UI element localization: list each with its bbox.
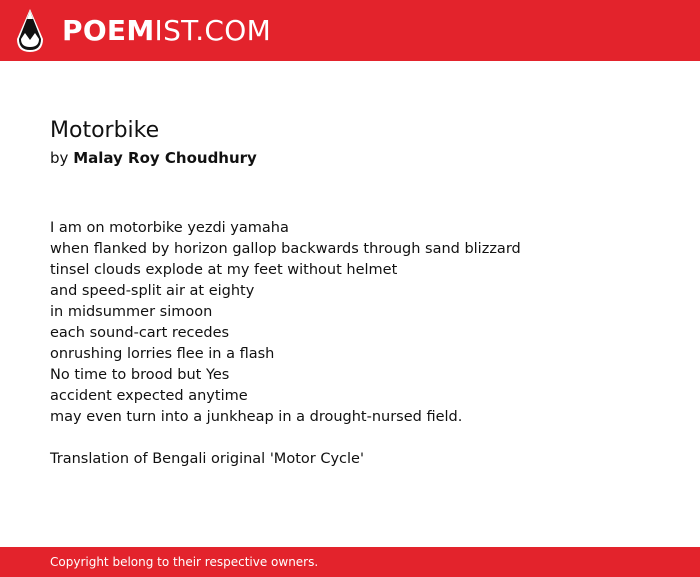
poem-line: when flanked by horizon gallop backwards through sand blizzard xyxy=(50,241,521,257)
poem-byline xyxy=(50,147,670,169)
site-footer xyxy=(0,547,700,577)
translation-note: Translation of Bengali original 'Motor Cycle' xyxy=(50,451,364,467)
poem-line: I am on motorbike yezdi yamaha xyxy=(50,220,289,236)
byline-prefix: by xyxy=(50,149,69,167)
poem-line: may even turn into a junkheap in a drought-nursed field. xyxy=(50,409,463,425)
poem-line: tinsel clouds explode at my feet without helmet xyxy=(50,262,398,278)
author-name[interactable]: Malay Roy Choudhury xyxy=(73,149,257,167)
poem-header xyxy=(50,116,670,169)
poem-line: and speed-split air at eighty xyxy=(50,283,255,299)
poem-line: No time to brood but Yes xyxy=(50,367,230,383)
poem-line: each sound-cart recedes xyxy=(50,325,230,341)
pen-nib-icon xyxy=(16,9,44,53)
poem-line: onrushing lorries flee in a flash xyxy=(50,346,275,362)
poem-line: accident expected anytime xyxy=(50,388,248,404)
poem-title: Motorbike xyxy=(50,118,160,143)
poem-line: in midsummer simoon xyxy=(50,304,213,320)
site-header xyxy=(0,0,700,61)
poem-body xyxy=(50,218,670,470)
logo-text-light: IST.COM xyxy=(154,14,272,47)
site-logo-text xyxy=(62,14,271,48)
copyright-text: Copyright belong to their respective owners. xyxy=(50,555,319,569)
logo-text-bold: POEM xyxy=(62,14,155,47)
